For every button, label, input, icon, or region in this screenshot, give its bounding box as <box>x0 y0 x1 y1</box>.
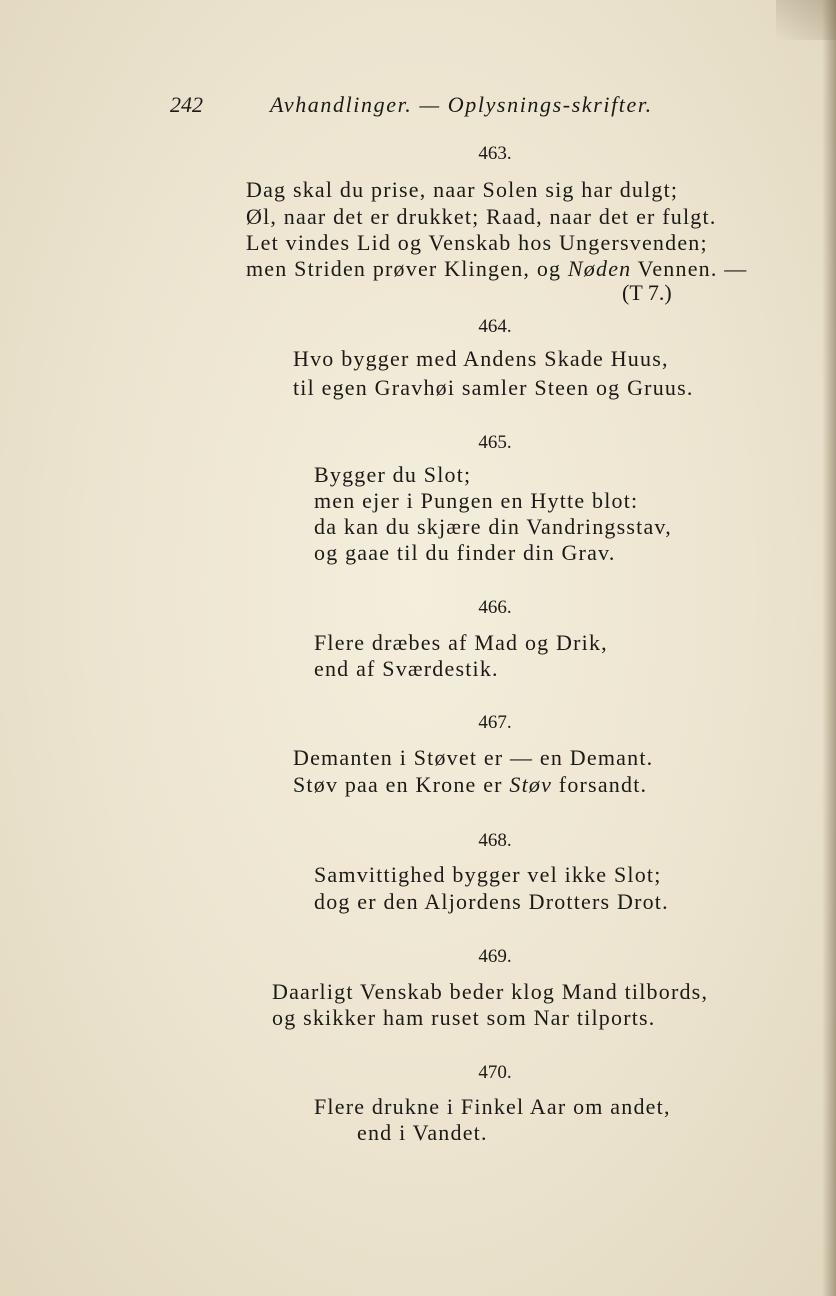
verse-line: Hvo bygger med Andens Skade Huus, <box>293 346 669 371</box>
verse-line: Dag skal du prise, naar Solen sig har dulgt; <box>246 177 679 202</box>
verse-number-464: 464. <box>478 316 512 337</box>
verse-number-468: 468. <box>478 830 512 851</box>
page-corner-shadow <box>776 0 836 40</box>
verse-line: Bygger du Slot; <box>314 462 472 487</box>
verse-line: men ejer i Pungen en Hytte blot: <box>314 488 639 513</box>
running-header <box>170 92 730 122</box>
verse-line: og skikker ham ruset som Nar tilports. <box>272 1005 656 1030</box>
running-title: Avhandlinger. — Oplysnings-skrifter. <box>270 92 653 117</box>
verse-line: da kan du skjære din Vandringsstav, <box>314 514 672 539</box>
verse-line: dog er den Aljordens Drotters Drot. <box>314 889 669 914</box>
emphasis-text: Støv <box>509 772 553 797</box>
page-edge-shadow <box>822 0 836 1296</box>
verse-number-463: 463. <box>478 143 512 164</box>
verse-source: (T 7.) <box>622 280 672 305</box>
verse-line: Daarligt Venskab beder klog Mand tilbords, <box>272 979 709 1004</box>
verse-number-466: 466. <box>478 597 512 618</box>
verse-line: end af Sværdestik. <box>314 656 499 681</box>
verse-line: Flere drukne i Finkel Aar om andet, <box>314 1094 671 1119</box>
verse-line: Samvittighed bygger vel ikke Slot; <box>314 862 662 887</box>
verse-number-465: 465. <box>478 432 512 453</box>
line-text: Støv paa en Krone er <box>293 772 510 797</box>
verse-number-469: 469. <box>478 946 512 967</box>
verse-number-470: 470. <box>478 1062 512 1083</box>
verse-line <box>293 772 647 798</box>
verse-line: og gaae til du finder din Grav. <box>314 540 616 565</box>
emphasis-text: Nøden <box>567 256 632 281</box>
verse-line: Flere dræbes af Mad og Drik, <box>314 630 608 655</box>
verse-line <box>246 256 747 282</box>
verse-line: Demanten i Støvet er — en Demant. <box>293 745 654 770</box>
verse-line: Øl, naar det er drukket; Raad, naar det er fulgt. <box>246 204 717 229</box>
line-text: forsandt. <box>552 772 648 797</box>
verse-line: end i Vandet. <box>357 1120 488 1145</box>
verse-line: til egen Gravhøi samler Steen og Gruus. <box>293 375 694 400</box>
line-text: Vennen. — <box>631 256 748 281</box>
verse-line: Let vindes Lid og Venskab hos Ungersvenden; <box>246 230 708 255</box>
verse-number-467: 467. <box>478 712 512 733</box>
line-text: men Striden prøver Klingen, og <box>246 256 568 281</box>
page-number: 242 <box>170 92 203 117</box>
